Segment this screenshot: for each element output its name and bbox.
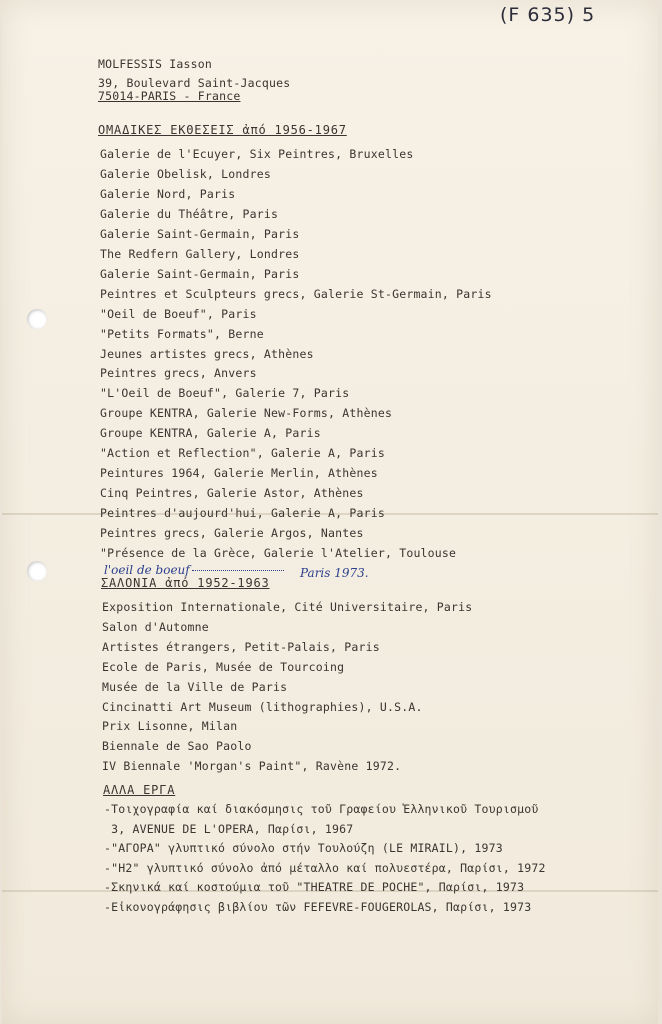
exhibition-item: The Redfern Gallery, Londres	[100, 246, 300, 261]
exhibition-item: Groupe KENTRA, Galerie New-Forms, Athènes	[100, 406, 393, 421]
address-name: MOLFESSIS Iasson	[98, 57, 212, 71]
exhibition-item: "Présence de la Grèce, Galerie l'Atelier, Toulouse	[100, 546, 457, 560]
exhibition-item: Cinq Peintres, Galerie Astor, Athènes	[100, 486, 364, 501]
exhibition-item: Galerie du Théâtre, Paris	[100, 206, 279, 221]
exhibition-item: Galerie Nord, Paris	[100, 186, 236, 201]
exhibition-item: Peintres d'aujourd'hui, Galerie A, Paris	[100, 506, 385, 521]
other-work-item: -Τοιχογραφία καί διακόσμησις τοῦ Γραφείου Ἑλληνικοῦ Τουρισμοῦ	[104, 802, 539, 816]
salon-item: Ecole de Paris, Musée de Tourcoing	[102, 659, 345, 674]
other-work-item: -Σκηνικά καί κοστούμια τοῦ "THEATRE DE POCHE", Παρίσι, 1973	[104, 880, 525, 895]
address-city: 75014-PARIS - France	[98, 89, 241, 103]
address-street: 39, Boulevard Saint-Jacques	[98, 76, 291, 90]
salon-item: Biennale de Sao Paolo	[102, 739, 252, 754]
other-work-item: -Εἰκονογράφησις βιβλίου τῶν FEFEVRE-FOUGEROLAS, Παρίσι, 1973	[104, 900, 532, 914]
exhibition-item: Peintures 1964, Galerie Merlin, Athènes	[100, 466, 378, 481]
exhibition-item: "Oeil de Boeuf", Paris	[100, 306, 257, 321]
exhibition-item: Jeunes artistes grecs, Athènes	[100, 346, 314, 361]
salon-item: Cincinatti Art Museum (lithographies), U.S.A.	[102, 699, 423, 714]
salon-item: Musée de la Ville de Paris	[102, 679, 288, 694]
group-exhibitions-heading: ΟΜΑΔΙΚΕΣ ΕΚΘΕΣΕΙΣ ἀπό 1956-1967	[98, 123, 347, 137]
salon-item: IV Biennale 'Morgan's Paint", Ravène 1972.	[102, 759, 402, 774]
other-work-item: -"ΑΓΟΡΑ" γλυπτικό σύνολο στήν Τουλούζη (LE MIRAIL), 1973	[104, 841, 503, 856]
handwritten-note-right: Paris 1973.	[300, 566, 369, 580]
exhibition-item: "Action et Reflection", Galerie A, Paris	[100, 446, 385, 461]
salon-item: Prix Lisonne, Milan	[102, 719, 238, 734]
handwritten-dotted-line	[192, 570, 284, 571]
archive-reference: (F 635) 5	[500, 4, 596, 26]
punch-hole	[27, 561, 47, 581]
exhibition-item: Galerie Obelisk, Londres	[100, 166, 271, 181]
handwritten-note-left: l'oeil de boeuf	[104, 563, 190, 577]
exhibition-item: Galerie Saint-Germain, Paris	[100, 266, 300, 281]
punch-hole	[27, 309, 47, 329]
exhibition-item: Peintres grecs, Galerie Argos, Nantes	[100, 526, 364, 541]
exhibition-item: Galerie Saint-Germain, Paris	[100, 226, 300, 241]
other-work-item: 3, AVENUE DE L'OPERA, Παρίσι, 1967	[104, 821, 354, 836]
exhibition-item: Peintres grecs, Anvers	[100, 366, 257, 381]
exhibition-item: Peintres et Sculpteurs grecs, Galerie St-Germain, Paris	[100, 286, 492, 301]
exhibition-item: Groupe KENTRA, Galerie A, Paris	[100, 426, 321, 441]
exhibition-item: "L'Oeil de Boeuf", Galerie 7, Paris	[100, 386, 350, 401]
exhibition-item: "Petits Formats", Berne	[100, 326, 264, 341]
exhibition-item: Galerie de l'Ecuyer, Six Peintres, Bruxelles	[100, 147, 414, 161]
other-works-heading: ΑΛΛΑ ΕΡΓΑ	[103, 783, 176, 797]
salon-item: Artistes étrangers, Petit-Palais, Paris	[102, 639, 380, 654]
salon-item: Exposition Internationale, Cité Universitaire, Paris	[102, 600, 473, 614]
other-work-item: -"Η2" γλυπτικό σύνολο ἀπό μέταλλο καί πολυεστέρα, Παρίσι, 1972	[104, 860, 546, 875]
salons-heading: ΣΑΛΟΝΙΑ ἀπό 1952-1963	[101, 576, 270, 590]
salon-item: Salon d'Automne	[102, 619, 209, 634]
